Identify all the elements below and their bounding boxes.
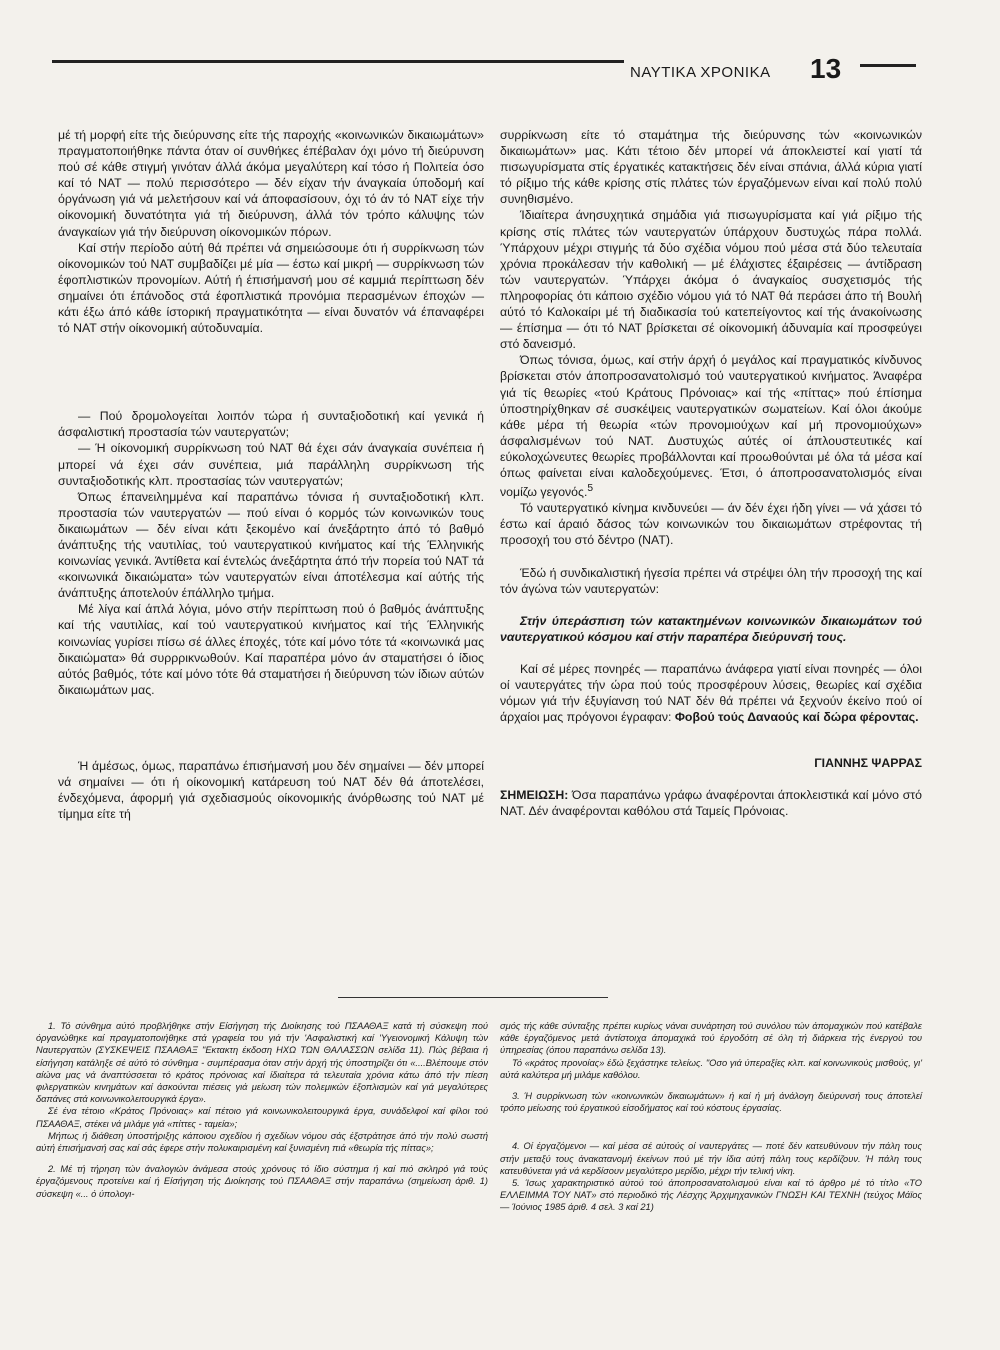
emphasis-statement: Στήν ύπεράσπιση τών κατακτημένων κοινωνικών δικαιωμάτων τού ναυτεργατικού κόσμου καί στήν παραπέρα διεύρυνσή τους.: [500, 613, 922, 644]
footnotes-right: [500, 1020, 922, 1214]
paragraph: Έδώ ή συνδικαλιστική ήγεσία πρέπει νά στρέψει όλη τήν προσοχή της καί τόν άγώνα τών ναυτεργατών:: [500, 565, 922, 596]
magazine-title: ΝΑΥΤΙΚΑ ΧΡΟΝΙΚΑ: [630, 64, 771, 81]
footnote: 4. Οί έργαζόμενοι — καί μέσα σέ αύτούς οί ναυτεργάτες — ποτέ δέν κατευθύνουν τήν πάλη τους στήν μεταξύ τους άνακατανομή έκείνων πού μέ τήν ίδια αύτή πάλη τους κερδίζουν. Ή πάλη τους κατευθύνεται γιά νά κερδίσουν μεγαλύτερο μερίδιο, μέχρι τήν τελική νίκη.: [500, 1141, 922, 1176]
right-column: [500, 127, 922, 820]
paragraph-text: Όπως τόνισα, όμως, καί στήν άρχή ό μεγάλος καί πραγματικός κίνδυνος βρίσκεται στόν άποπροσανατολισμό τού ναυτεργατικού κινήματος. Άναφέρα γιά τίς θεωρίες «τού Κράτους Πρόνοιας» καί τής «πίττας» πού έπίσημα ύποστηρίχθηκαν σέ συσκέψεις ναυτεργατικών σωματείων. Καί όλοι άκούμε κάθε μέρα τή θεωρία «τών προνομιούχων καί μή προνομιούχων» άσφαλισμένων τού ΝΑΤ. Δυστυχώς αύτές οί άπλουστευτικές καί εύκολοχώνευτες θεωρίες προβάλλονται καί προωθούνται μέ όλα τά μέσα καί όπως φαίνεται είναι καλοδεχούμενες. Έτσι, ό άποπροσανατολισμός είναι νομίζω γεγονός.: [500, 353, 922, 500]
author-signature: ΓΙΑΝΝΗΣ ΨΑΡΡΑΣ: [814, 756, 922, 771]
header-rule-left: [52, 60, 624, 63]
left-column: [58, 127, 484, 822]
note-text: Όσα παραπάνω γράφω άναφέρονται άποκλειστικά καί μόνο στό ΝΑΤ. Δέν άναφέρονται καθόλου στά Ταμείς Πρόνοιας.: [500, 788, 922, 819]
note: [500, 787, 922, 819]
question: — Ή οίκονομική συρρίκνωση τού ΝΑΤ θά έχει σάν άναγκαία συνέπεια ή μπορεί νά έχει σάν συνέπεια, μιά παράλληλη συρρίκνωση τής συνταξιοδοτικής κλπ. προστασίας τών ναυτεργατών;: [58, 441, 484, 488]
footnote: 1. Τό σύνθημα αύτό προβλήθηκε στήν Είσήγηση τής Διοίκησης τού ΠΣΑΑΘΑΞ κατά τή σύσκεψη πού όργανώθηκε καί πραγματοποιήθηκε στά γραφεία του γιά τήν 'Ασφαλιστική καί 'Υγειονομική Κάλυψη τών Ναυτεργατών (ΣΥΣΚΕΨΕΙΣ ΠΣΑΑΘΑΞ "Εκτακτη έκδοση ΗΧΩ ΤΩΝ ΘΑΛΑΣΣΩΝ σελίδα 11). Πώς βέβαια ή είσήγηση κατάληξε σέ αύτό τό σύνθημα - συμπέρασμα όταν στήν άρχή τής ύποστηρίζει ότι «....Βλέπουμε στόν αίώνα μας νά άναπτύσσεται τό κράτος πρόνοιας καί ίδιαίτερα τά τελευταία χρόνια κάτω άπό τήν πίεση φιλεργατικών κινημάτων καί άσκούνται πιέσεις γιά μείωση τών πολεμικών έξοπλισμών καί γιά μεγαλύτερες δαπάνες στά κοινωνικολειτουργικά έργα».: [36, 1021, 488, 1105]
paragraph: Μέ λίγα καί άπλά λόγια, μόνο στήν περίπτωση πού ό βαθμός άνάπτυξης καί τής ναυτιλίας, καί τού ναυτεργατικού κινήματος καί τής Έλληνικής κοινωνίας γυρίσει πίσω σέ άλλες έποχές, τότε καί μόνο τότε τά «κοινωνικά μας δικαιώματα» θά συρρρικνωθούν. Καί παραπέρα μόνο άν σταματήσει ό ίδιος αύτός βαθμός, τότε καί μόνο τότε θά σταματήσει ή διεύρυνση τών ίδιων αύτών δικαιωμάτων μας.: [58, 602, 484, 697]
paragraph-text: Καί σέ μέρες πονηρές — παραπάνω άνάφερα γιατί είναι πονηρές — όλοι οί ναυτεργάτες τήν ώρα πού τούς προσφέρουν λύσεις, θεωρίες καί σχέδια νόμων γιά τήν έξυγίανση τού ΝΑΤ δέν θά πρέπει νά ξεχνούν έκείνο πού οί άρχαίοι μας πρόγονοι έγραφαν:: [500, 661, 922, 725]
footnote-divider: [338, 997, 608, 998]
footnote: Μήπως ή διάθεση ύποστήριξης κάποιου σχεδίου ή σχεδίων νόμου σάς έξστράτησε άπό τήν πολύ σωστή αύτή έπισήμανσή σας καί σάς έφερε στήν πολυκαιρισμένη καί ξυνισμένη πιά «θεωρία τής πίττας»;: [36, 1130, 488, 1154]
paragraph: Καί στήν περίοδο αύτή θά πρέπει νά σημειώσουμε ότι ή συρρίκνωση τών οίκονομικών τού ΝΑΤ συμβαδίζει μέ μία — έστω καί μικρή — συρρίκνωση τών έφοπλιστικών προνομίων. Αύτή ή έπισήμανσή μου σέ καμμιά περίπτωση δέν σημαίνει ότι έπάνοδος στά έφοπλιστικά προνόμια περασμένων έποχών — κάτι έξω άπό κάθε ίστορική πραγματικότητα — είναι δυνατόν νά έπαναφέρει τό ΝΑΤ στήν οίκονομική αύτοδυναμία.: [58, 240, 484, 336]
quote-bold: Φοβού τούς Δαναούς καί δώρα φέροντας.: [674, 710, 919, 725]
footnote: 5. Ίσως χαρακτηριστικό αύτού τού άποπροσανατολισμού είναι καί τό άρθρο μέ τό τίτλο «ΤΟ ΕΛΛΕΙΜΜΑ ΤΟΥ ΝΑΤ» στό περιοδικό τής Λέσχης Άρχιμηχανικών ΓΝΩΣΗ ΚΑΙ ΤΕΧΝΗ (τεύχος Μάϊος — Ίούνιος 1985 άριθ. 4 σελ. 3 καί 21): [500, 1178, 922, 1213]
footnotes-left: [36, 1020, 488, 1200]
footnote: Τό «κράτος προνοίας» έδώ ξεχάστηκε τελείως. "Οσο γιά ύπεραξίες κλπ. καί κοινωνικούς μισθούς, γι' αύτά καλύτερα μή μιλάμε καθόλου.: [500, 1057, 922, 1080]
paragraph: Τό ναυτεργατικό κίνημα κινδυνεύει — άν δέν έχει ήδη γίνει — νά χάσει τό έστω καί άραιό δάσος τών κοινωνικών του δικαιωμάτων στρέφοντας τή προσοχή του στό δέντρο (ΝΑΤ).: [500, 501, 922, 548]
footnote-ref: 5: [587, 483, 594, 495]
header-rule-right: [860, 64, 916, 67]
note-label: ΣΗΜΕΙΩΣΗ:: [500, 788, 569, 803]
footnote: 3. Ή συρρίκνωση τών «κοινωνικών δικαιωμάτων» ή καί ή μή άνάλογη διεύρυνσή τους άποτελεί τρόπο μείωσης τού έργατικού είσοδήματος καί τού κόστους έργασίας.: [500, 1091, 922, 1114]
page-number: 13: [810, 53, 842, 84]
paragraph: Ή άμέσως, όμως, παραπάνω έπισήμανσή μου δέν σημαίνει — δέν μπορεί νά σημαίνει — ότι ή οίκονομική κατάρευση τού ΝΑΤ δέν θά άποτελέσει, ένδεχόμενα, άφορμή γιά σχεδιασμούς οίκονομικής άνόρθωσης τού ΝΑΤ μέ τίμημα είτε τή: [58, 758, 484, 822]
paragraph: συρρίκνωση είτε τό σταμάτημα τής διεύρυνσης τών «κοινωνικών δικαιωμάτων» μας. Κάτι τέτοιο δέν μπορεί νά άποκλειστεί καί γιατί τά πισωγυρίσματα στίς έργατικές κατακτήσεις δέν είναι σπάνια, άλλά κύρια γιατί τό ρίξιμο τής κάθε κρίσης στίς πλάτες τών έργαζόμενων είναι καί πολύ πολύ συνηθισμένο.: [500, 128, 922, 207]
paragraph: μέ τή μορφή είτε τής διεύρυνσης είτε τής παροχής «κοινωνικών δικαιωμάτων» πραγματοποιήθηκε πάντα όταν οί συνθήκες έπέβαλαν όχι μόνο τή διεύρυνση πού σέ κάθε στιγμή γινόταν άλλά άκόμα μεγαλύτερη καί τόσο ή Πολιτεία όσο καί τό ΝΑΤ — πολύ περισσότερο — δέν είχαν τήν άναγκαία ύποδομή καί όργάνωση γιά νά μελετήσουν καί νά άποφασίσουν, όχι τό άν τό ΝΑΤ είχε τήν οίκονομική δυνατότητα γιά τή διεύρυνση, άλλά τόν τρόπο κάλυψης τών άναγκαίων γιά τήν διεύρυνση οίκονομικών πόρων.: [58, 128, 484, 239]
question: — Πού δρομολογείται λοιπόν τώρα ή συνταξιοδοτική καί γενικά ή άσφαλιστική προστασία τών ναυτεργατών;: [58, 409, 484, 440]
footnote: 2. Μέ τή τήρηση τών άναλογιών άνάμεσα στούς χρόνους τό ίδιο σύστημα ή καί πιό σκληρό γιά τούς έργαζόμενους προτείνει καί ή Είσήγηση τής Διοίκησης τού ΠΣΑΑΘΑΞ στήν παραπάνω (σημείωση άριθ. 1) σύσκεψη «... ό ύπολογι-: [36, 1164, 488, 1199]
paragraph: Όπως έπανειλημμένα καί παραπάνω τόνισα ή συνταξιοδοτική κλπ. προστασία τών ναυτεργατών — πού είναι ό κορμός τών κοινωνικών τους δικαιωμάτων — δέν είναι κάτι ξεκομένο καί άνεξάρτητο άπό τό βαθμό άνάπτυξης τής ναυτιλίας, τού ναυτεργατικού κινήματος καί τής Έλληνικής κοινωνίας γενικά. Άντίθετα καί έντελώς άνεξάρτητα άπό τήν πορεία τού ΝΑΤ τά «κοινωνικά δικαιώματα» τών ναυτεργατών είναι άποτέλεσμα καί αύτής τής άνάπτυξης άποτελούν έπάλληλο τμήμα.: [58, 489, 484, 601]
paragraph: [500, 352, 922, 500]
paragraph: Ίδιαίτερα άνησυχητικά σημάδια γιά πισωγυρίσματα καί γιά ρίξιμο τής κρίσης στίς πλάτες τών ναυτεργατών ύπάρχουν δυστυχώς πάρα πολλά. Ύπάρχουν μέχρι στιγμής τά δύο σχέδια νόμου πού μέσα στά δύο τελευταία χρόνια προκάλεσαν τήν καθολική — μέ έλάχιστες έξαιρέσεις — άντίδραση τών ναυτεργατών. Ύπάρχει άκόμα ό άναγκαίος συσχετισμός τής πληροφορίας ότι κάποιο σχέδιο νόμου γιά τό ΝΑΤ θά περάσει άπο τή Βουλή αύτό τό Καλοκαίρι μέ τή διαδικασία τού κατεπείγοντος καί τής άνακοίνωσης — έπίσημα — ότι τό ΝΑΤ βρίσκεται σέ οίκονομική άδυναμία καί προσφεύγει στό δανεισμό.: [500, 208, 922, 352]
paragraph: [500, 661, 922, 725]
footnote: Σέ ένα τέτοιο «Κράτος Πρόνοιας» καί πέτοιο γιά κοινωνικολειτουργικά έργα, συνάδελφοί καί φίλοι τού ΠΣΑΑΘΑΞ, στέκει νά μιλάμε γιά «πίττες - ταμεία»;: [36, 1106, 488, 1129]
footnote: σμός τής κάθε σύνταξης πρέπει κυρίως νάναι συνάρτηση τού συνόλου τών άπομαχικών πού κατέβαλε κάθε έργαζόμενος μετά άντίστοιχα άπομαχικά τού έργοδότη σέ όλη τή διάρκεια τής ένεργού του ύπηρεσίας (όπου παραπάνω σελίδα 13).: [500, 1021, 922, 1056]
